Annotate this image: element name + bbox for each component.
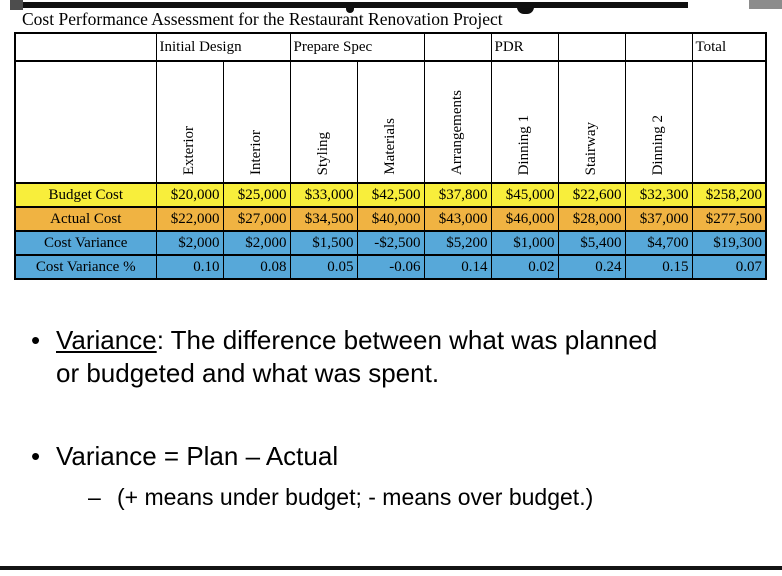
column-header-empty — [692, 61, 766, 183]
cell: $32,300 — [625, 183, 692, 207]
cell: $28,000 — [558, 207, 625, 231]
cell: $42,500 — [357, 183, 424, 207]
bullet-text — [56, 324, 661, 390]
column-header-label: Dinning 1 — [515, 114, 532, 175]
phase-header-empty — [625, 33, 692, 61]
column-header-label: Materials — [381, 118, 398, 175]
bullet-text: Variance = Plan – Actual — [56, 441, 339, 471]
column-header-label: Styling — [314, 131, 331, 175]
budget-cost-row — [15, 183, 766, 207]
phase-header-total: Total — [692, 33, 766, 61]
bullet-marker: • — [31, 325, 41, 355]
cropped-letter-descender — [517, 7, 534, 14]
corner-cell — [15, 33, 156, 61]
cell: 0.02 — [491, 255, 558, 279]
column-header — [223, 61, 290, 183]
cell: $45,000 — [491, 183, 558, 207]
cost-variance-pct-row — [15, 255, 766, 279]
column-header-label: Arrangements — [448, 90, 465, 175]
phase-header-empty — [424, 33, 491, 61]
column-header-label: Dinning 2 — [649, 114, 666, 175]
cell: $43,000 — [424, 207, 491, 231]
column-header-empty — [15, 61, 156, 183]
cell: $25,000 — [223, 183, 290, 207]
cell: $5,200 — [424, 231, 491, 255]
cell: $37,800 — [424, 183, 491, 207]
phase-header-pdr: PDR — [491, 33, 558, 61]
cell: $1,500 — [290, 231, 357, 255]
sub-bullet-budget-note — [88, 483, 593, 512]
phase-header-initial-design: Initial Design — [156, 33, 290, 61]
cell: $46,000 — [491, 207, 558, 231]
column-header-row — [15, 61, 766, 183]
bullet-variance-formula — [31, 440, 338, 473]
cell: $40,000 — [357, 207, 424, 231]
cell: $22,000 — [156, 207, 223, 231]
row-label: Budget Cost — [15, 183, 156, 207]
variance-term: Variance — [56, 325, 157, 355]
cell: 0.10 — [156, 255, 223, 279]
slide-bottom-border — [0, 566, 782, 570]
column-header-label: Interior — [247, 130, 264, 175]
cell: $2,000 — [223, 231, 290, 255]
column-header — [491, 61, 558, 183]
total-cell: $19,300 — [692, 231, 766, 255]
row-label: Cost Variance % — [15, 255, 156, 279]
bullet-variance-definition — [31, 324, 661, 390]
sub-bullet-text: (+ means under budget; - means over budget.) — [117, 484, 594, 510]
cell: $22,600 — [558, 183, 625, 207]
column-header-label: Exterior — [180, 125, 197, 175]
cell: -$2,500 — [357, 231, 424, 255]
column-header — [290, 61, 357, 183]
total-cell: $258,200 — [692, 183, 766, 207]
column-header-label: Stairway — [582, 121, 599, 175]
cell: $33,000 — [290, 183, 357, 207]
cell: $37,000 — [625, 207, 692, 231]
phase-header-prepare-spec: Prepare Spec — [290, 33, 424, 61]
table-title: Cost Performance Assessment for the Restaurant Renovation Project — [22, 9, 503, 29]
column-header — [424, 61, 491, 183]
bullet-marker: • — [31, 441, 41, 471]
column-header — [357, 61, 424, 183]
cell: 0.15 — [625, 255, 692, 279]
cell: 0.14 — [424, 255, 491, 279]
top-right-gray-bar — [749, 0, 782, 9]
cropped-title-bar — [23, 2, 688, 8]
cell: $20,000 — [156, 183, 223, 207]
variance-definition-text: : The difference between what was planned or budgeted and what was spent. — [56, 325, 658, 388]
column-header — [625, 61, 692, 183]
row-label: Actual Cost — [15, 207, 156, 231]
cell: 0.24 — [558, 255, 625, 279]
dash-marker: – — [88, 484, 101, 510]
cell: $27,000 — [223, 207, 290, 231]
phase-header-row — [15, 33, 766, 61]
cell: 0.08 — [223, 255, 290, 279]
cell: $5,400 — [558, 231, 625, 255]
cost-table — [14, 32, 767, 280]
row-label: Cost Variance — [15, 231, 156, 255]
cell: 0.05 — [290, 255, 357, 279]
cost-variance-row — [15, 231, 766, 255]
cell: $34,500 — [290, 207, 357, 231]
total-cell: $277,500 — [692, 207, 766, 231]
cell: $1,000 — [491, 231, 558, 255]
actual-cost-row — [15, 207, 766, 231]
total-cell: 0.07 — [692, 255, 766, 279]
column-header — [558, 61, 625, 183]
cell: -0.06 — [357, 255, 424, 279]
cell: $4,700 — [625, 231, 692, 255]
cell: $2,000 — [156, 231, 223, 255]
phase-header-empty — [558, 33, 625, 61]
column-header — [156, 61, 223, 183]
